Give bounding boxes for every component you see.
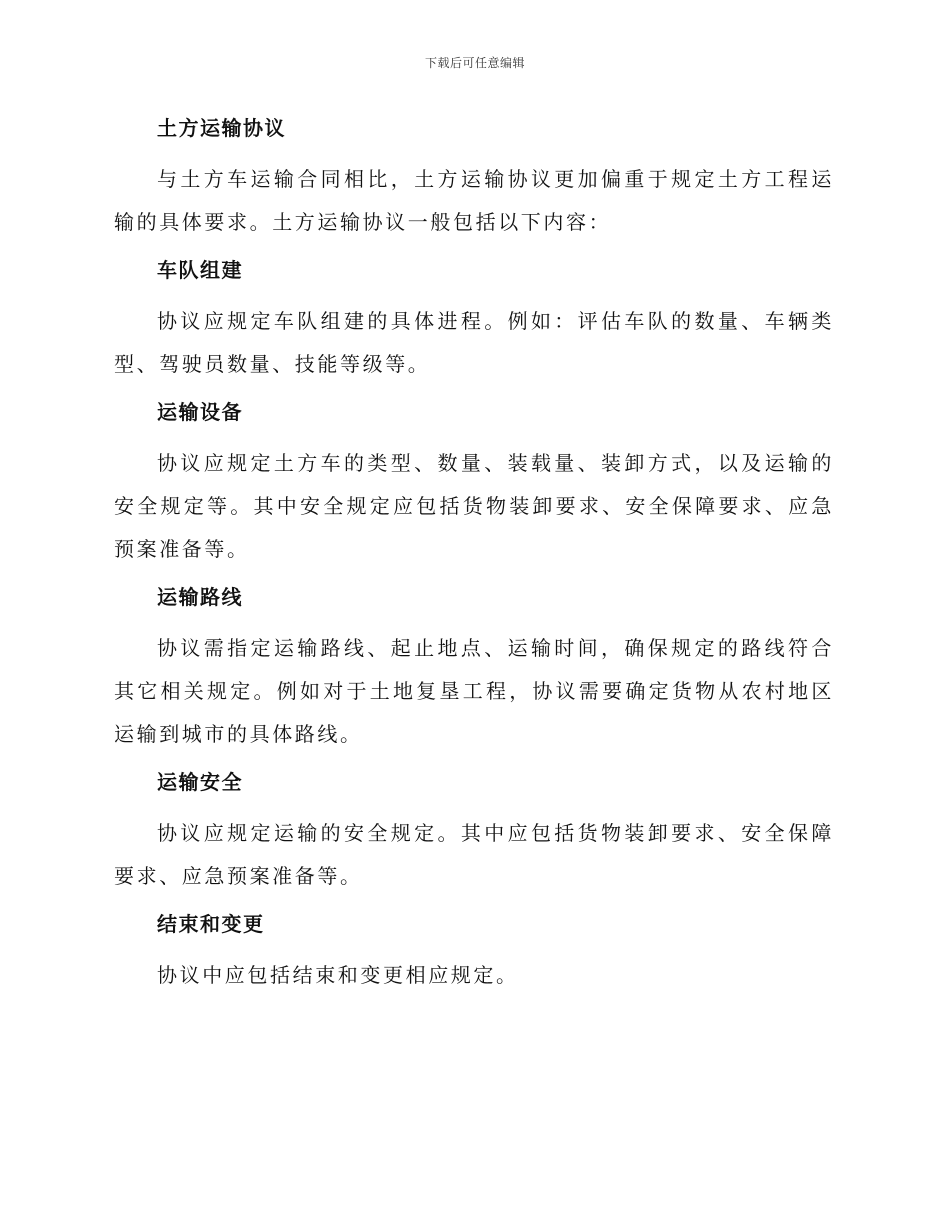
section-title: 运输路线: [157, 585, 243, 609]
section-paragraph: 协议中应包括结束和变更相应规定。: [157, 963, 519, 987]
header-note: 下载后可任意编辑: [424, 56, 525, 70]
section-title: 运输安全: [157, 770, 243, 794]
section-title: 土方运输协议: [157, 116, 286, 140]
section-earthwork-agreement: [114, 112, 834, 254]
section-paragraph: 协议应规定运输的安全规定。其中应包括货物装卸要求、安全保障要求、应急预案准备等。: [114, 821, 834, 888]
section-title: 车队组建: [157, 258, 243, 282]
section-transport-equipment: [114, 396, 834, 581]
section-paragraph: 协议应规定车队组建的具体进程。例如：评估车队的数量、车辆类型、驾驶员数量、技能等级等。: [114, 309, 834, 376]
section-transport-route: [114, 581, 834, 766]
section-fleet-formation: [114, 254, 834, 396]
section-termination-and-change: [114, 908, 834, 997]
section-paragraph: 协议应规定土方车的类型、数量、装载量、装卸方式，以及运输的安全规定等。其中安全规定应包括货物装卸要求、安全保障要求、应急预案准备等。: [114, 451, 834, 561]
section-paragraph: 协议需指定运输路线、起止地点、运输时间，确保规定的路线符合其它相关规定。例如对于土地复垦工程，协议需要确定货物从农村地区运输到城市的具体路线。: [114, 636, 834, 746]
document-body: [114, 112, 834, 997]
section-title: 运输设备: [157, 400, 243, 424]
section-paragraph: 与土方车运输合同相比，土方运输协议更加偏重于规定土方工程运输的具体要求。土方运输协议一般包括以下内容：: [114, 167, 834, 234]
section-title: 结束和变更: [157, 912, 265, 936]
section-transport-safety: [114, 766, 834, 908]
